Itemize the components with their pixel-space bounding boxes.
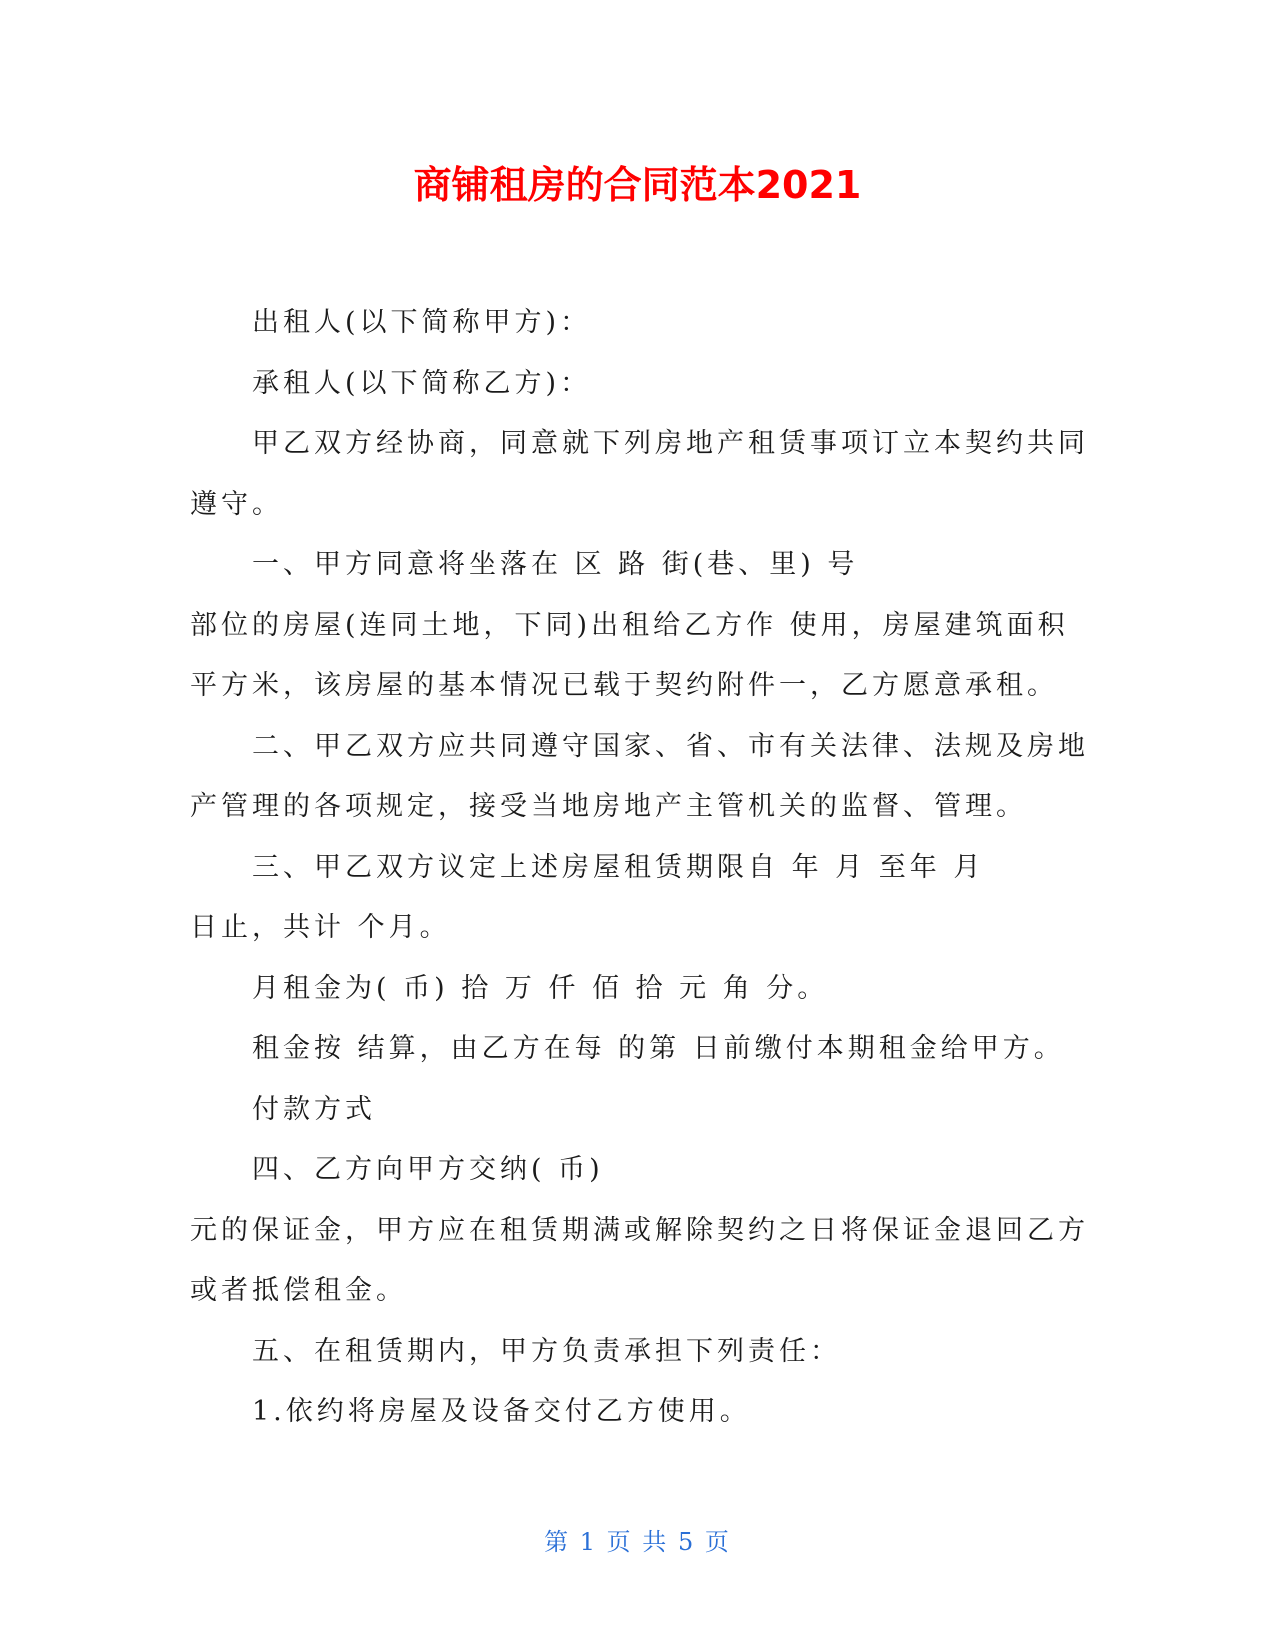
paragraph: 三、甲乙双方议定上述房屋租赁期限自 年 月 至年 月 [252,851,985,883]
paragraph: 租金按 结算，由乙方在每 的第 日前缴付本期租金给甲方。 [252,1033,1065,1064]
paragraph: 付款方式 [252,1093,376,1125]
paragraph: 五、在租赁期内，甲方负责承担下列责任： [252,1335,841,1367]
document-body [190,293,1090,1443]
document-title: 商铺租房的合同范本2021 [413,163,862,207]
paragraph: 四、乙方向甲方交纳( 币) [252,1154,604,1185]
paragraph: 日止，共计 个月。 [190,912,451,943]
paragraph: 部位的房屋(连同土地，下同)出租给乙方作 使用，房屋建筑面积 平方米，该房屋的基本情况已载于契约附件一，乙方愿意承租。 [190,609,1082,701]
paragraph: 甲乙双方经协商，同意就下列房地产租赁事项订立本契约共同遵守。 [190,428,1089,520]
paragraph: 元的保证金，甲方应在租赁期满或解除契约之日将保证金退回乙方或者抵偿租金。 [190,1214,1089,1306]
paragraph: 月租金为( 币) 拾 万 仟 佰 拾 元 角 分。 [252,972,829,1004]
paragraph: 出租人(以下简称甲方)： [252,307,592,338]
paragraph: 一、甲方同意将坐落在 区 路 街(巷、里) 号 [252,549,859,580]
paragraph: 1.依约将房屋及设备交付乙方使用。 [252,1396,751,1427]
paragraph: 承租人(以下简称乙方)： [252,367,592,399]
paragraph: 二、甲乙双方应共同遵守国家、省、市有关法律、法规及房地产管理的各项规定，接受当地房地产主管机关的监督、管理。 [190,730,1089,822]
page-footer: 第 1 页 共 5 页 [544,1528,731,1556]
